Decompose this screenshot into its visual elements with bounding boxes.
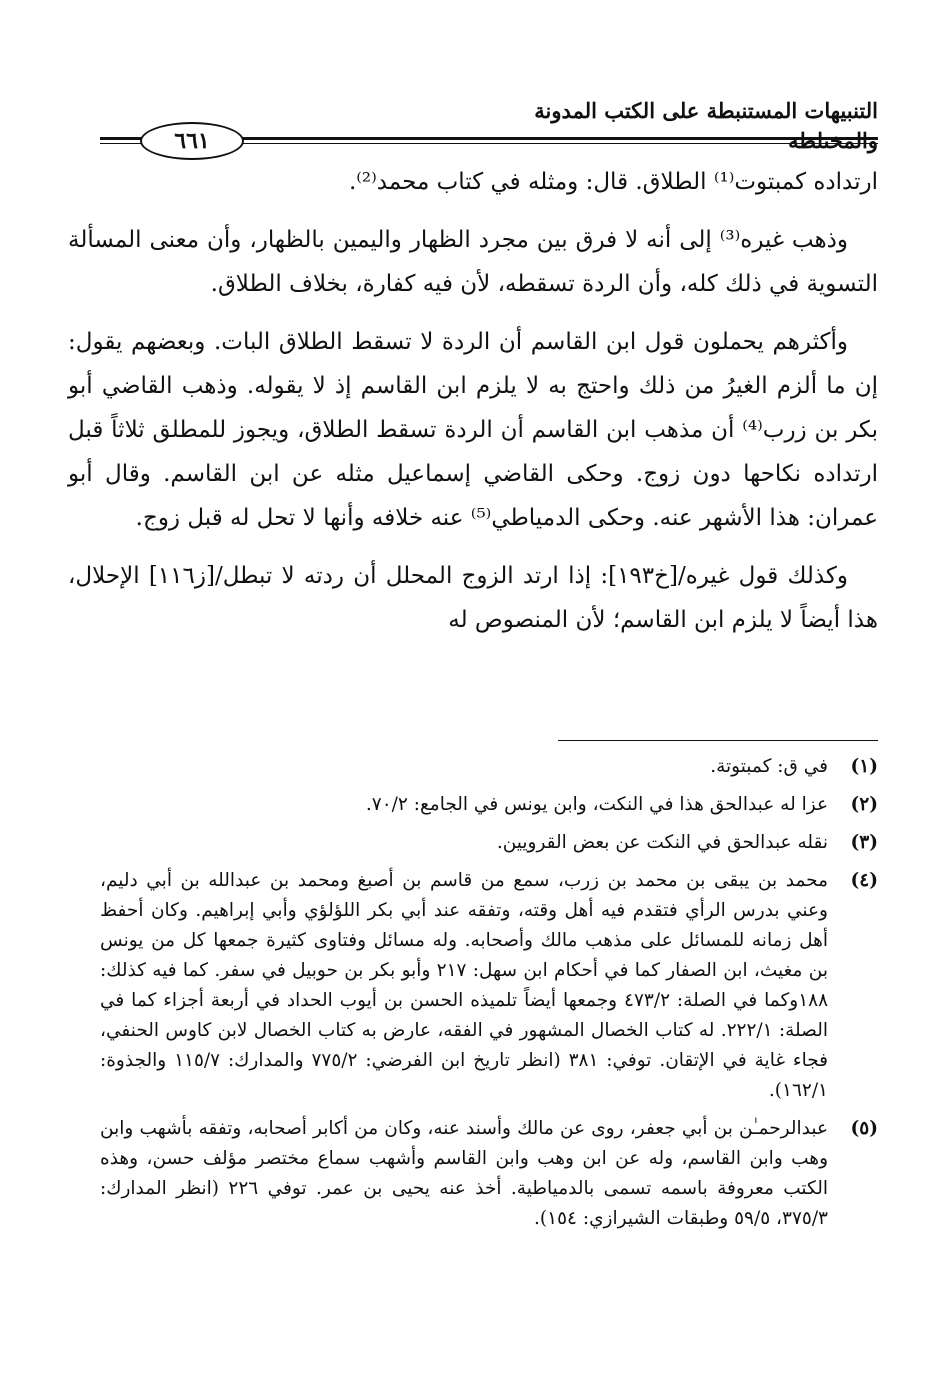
running-title: التنبيهات المستنبطة على الكتب المدونة والمختلطة xyxy=(534,98,878,153)
footnote xyxy=(100,866,878,1106)
paragraph: وأكثرهم يحملون قول ابن القاسم أن الردة لا تسقط الطلاق البات. وبعضهم يقول: إن ما ألزم الغيرُ من ذلك واحتج به لا يلزم ابن القاسم إذ لا يقوله. وذهب القاضي أبو بكر بن زرب⁽⁴⁾ أن مذهب ابن القاسم أن الردة تسقط الطلاق، ويجوز للمطلق ثلاثاً قبل ارتداده نكاحها دون زوج. وحكى القاضي إسماعيل مثله عن ابن القاسم. وقال أبو عمران: هذا الأشهر عنه. وحكى الدمياطي⁽⁵⁾ عنه خلافه وأنها لا تحل له قبل زوج. xyxy=(68,329,878,531)
footnote-number: (٥) xyxy=(850,1118,878,1139)
footnote xyxy=(100,790,878,820)
footnotes xyxy=(100,752,878,1242)
main-text xyxy=(68,160,878,656)
page-number: ٦٦١ xyxy=(140,122,244,160)
footnote-number: (٣) xyxy=(850,832,878,853)
footnote-text: عزا له عبدالحق هذا في النكت، وابن يونس في الجامع: ٧٠/٢. xyxy=(365,794,828,815)
footnote-number: (٢) xyxy=(850,794,878,815)
paragraph: وذهب غيره⁽³⁾ إلى أنه لا فرق بين مجرد الظهار واليمين بالظهار، وأن معنى المسألة التسوية في ذلك كله، وأن الردة تسقطه، لأن فيه كفارة، بخلاف الطلاق. xyxy=(68,227,878,297)
paragraph: وكذلك قول غيره/[خ١٩٣]: إذا ارتد الزوج المحلل أن ردته لا تبطل/[ز١١٦] الإحلال، هذا أيضاً لا يلزم ابن القاسم؛ لأن المنصوص له xyxy=(68,563,878,633)
footnote-number: (١) xyxy=(850,756,878,777)
footnote-text: محمد بن يبقى بن محمد بن زرب، سمع من قاسم بن أصبغ ومحمد بن عبدالله بن أبي دليم، وعني بدرس الرأي فتقدم فيه أهل وقته، وتفقه عند أبي بكر اللؤلؤي وأبي إبراهيم. وكان أحفظ أهل زمانه للمسائل على مذهب مالك وأصحابه. وله مسائل وفتاوى كثيرة جمعها كل من يونس بن مغيث، ابن الصفار كما في أحكام ابن سهل: ٢١٧ وأبو بكر بن حوبيل في سفر. كما فيه كذلك: ١٨٨وكما في الصلة: ٤٧٣/٢ وجمعها أيضاً تلميذه الحسن بن أيوب الحداد في أربعة أجزاء كما في الصلة: ٢٢٢/١. له كتاب الخصال المشهور في الفقه، عارض به كتاب الخصال لابن كاوس الحنفي، فجاء غاية في الإتقان. توفي: ٣٨١ (انظر تاريخ ابن الفرضي: ٧٧٥/٢ والمدارك: ١١٥/٧ والجذوة: ١٦٢/١). xyxy=(100,870,829,1101)
footnote xyxy=(100,1114,878,1234)
footnote-text: في ق: كمبتوتة. xyxy=(710,756,828,777)
paragraph: ارتداده كمبتوت⁽¹⁾ الطلاق. قال: ومثله في كتاب محمد⁽²⁾. xyxy=(348,169,878,195)
footnote-text: نقله عبدالحق في النكت عن بعض القرويين. xyxy=(496,832,828,853)
footnote-separator xyxy=(558,740,878,741)
footnote xyxy=(100,752,878,782)
footnote xyxy=(100,828,878,858)
footnote-number: (٤) xyxy=(850,870,878,891)
footnote-text: عبدالرحمـٰن بن أبي جعفر، روى عن مالك وأسند عنه، وكان من أكابر أصحابه، وتفقه بأشهب وابن وهب وابن القاسم، وله عن ابن وهب وابن القاسم وأشهب سماع مختصر مؤلف حسن، وهذه الكتب معروفة باسمه تسمى بالدمياطية. أخذ عنه يحيى بن عمر. توفي ٢٢٦ (انظر المدارك: ٣٧٥/٣، ٥٩/٥ وطبقات الشيرازي: ١٥٤). xyxy=(100,1118,828,1229)
